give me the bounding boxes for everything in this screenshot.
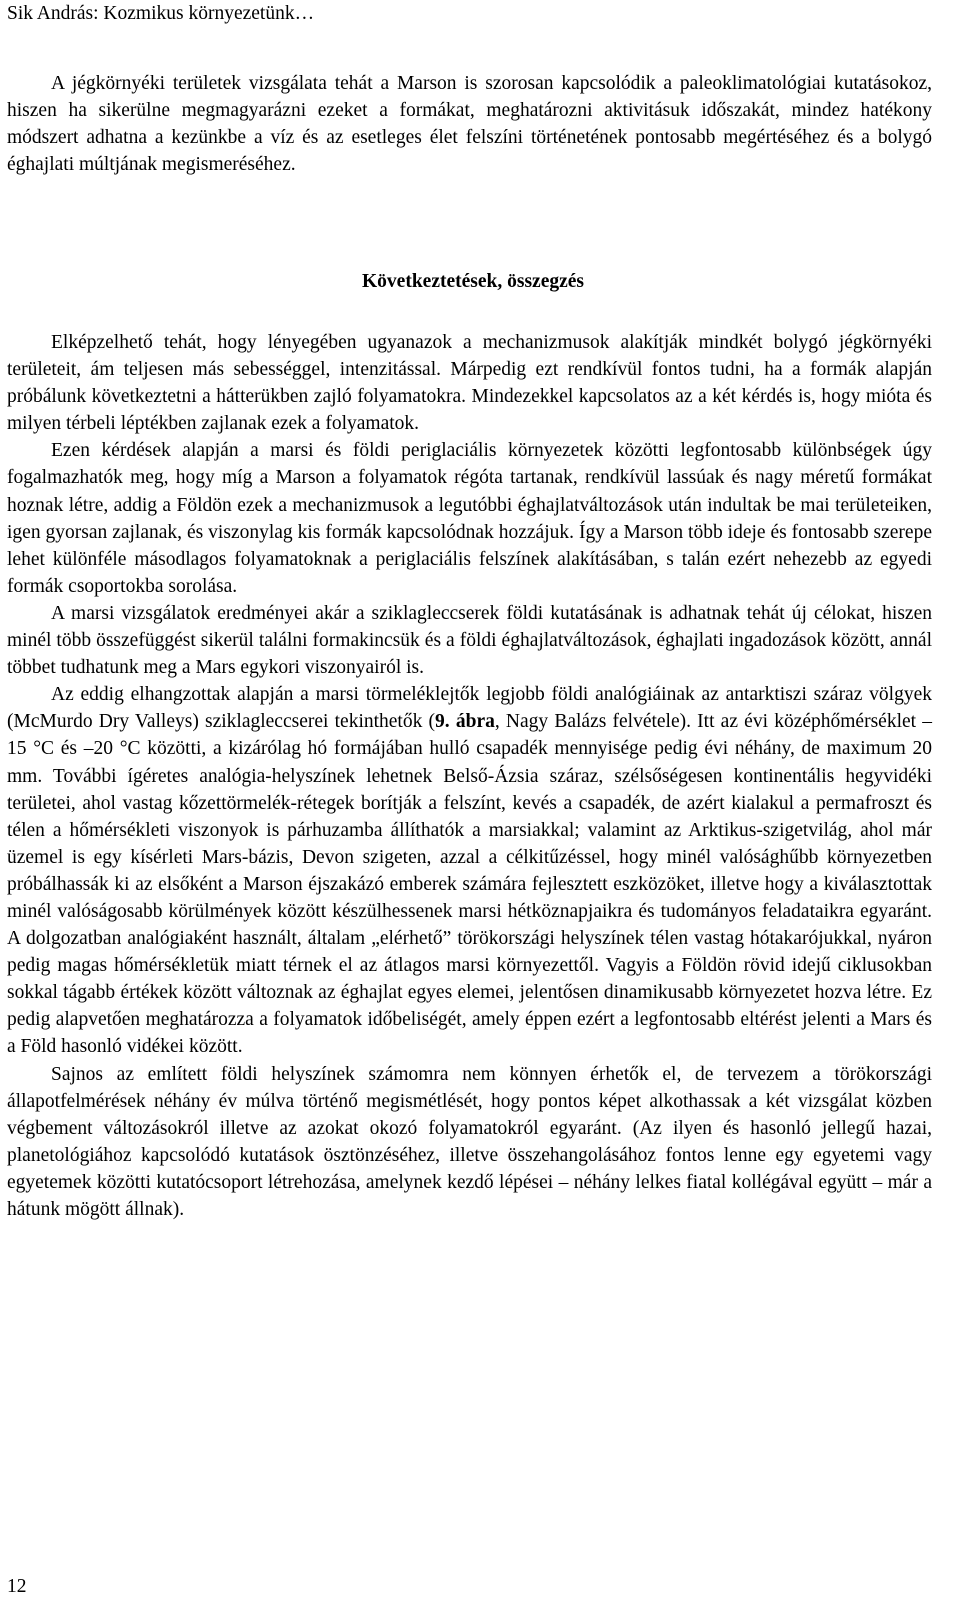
intro-paragraph: A jégkörnyéki területek vizsgálata tehát a Marson is szorosan kapcsolódik a paleoklimatológiai kutatásokoz, hiszen ha sikerülne megmagyarázni ezeket a formákat, meghatározni aktivitásuk időszakát, mindez hatékony módszert adhatna a kezünkbe a víz és az esetleges élet felszíni történetének pontosabb megértéséhez és a bolygó éghajlati múltjának megismeréséhez.	[7, 73, 932, 176]
paragraph-4-rest: , Nagy Balázs felvétele). Itt az évi középhőmérséklet –15 °C és –20 °C közötti, a kizárólag hó formájában hulló csapadék mennyisége pedig évi néhány, de maximum 20 mm. További ígéretes analógia-helyszínek lehetnek Belső-Ázsia száraz, szélsőségesen kontinentális hegyvidéki területei, ahol vastag kőzettörmelék-rétegek borítják a felszínt, kevés a csapadék, de azért kialakul a permafroszt és télen a hőmérsékleti viszonyok is párhuzamba állíthatók a marsiakkal; valamint az Arktikus-szigetvilág, ahol már üzemel is egy kísérleti Mars-bázis, Devon szigeten, azzal a célkitűzéssel, hogy minél valósághűbb környezetben próbálhassák ki az elsőként a Marson éjszakázó emberek számára fejlesztett eszközöket, illetve hogy a kiválasztottak minél valóságosabb körülmények között készülhessenek marsi hétköznapjaikra és tudományos feladataikra egyaránt. A dolgozatban analógiaként használt, általam „elérhető” törökországi helyszínek télen vastag hótakarójukkal, nyáron pedig magas hőmérsékletük miatt térnek el az átlagos marsi környezettől. Vagyis a Földön rövid idejű ciklusokban sokkal tágabb értékek között változnak az éghajlat egyes elemei, jelentősen dinamikusabb környezetet hozva létre. Ez pedig alapvetően meghatározza a folyamatok időbeliségét, amely éppen ezért a legfontosabb eltérést jelenti a Mars és a Föld hasonló vidékei között.	[7, 711, 932, 1058]
figure-reference: 9. ábra	[435, 711, 495, 733]
intro-section	[7, 70, 932, 178]
paragraph-4-start: Az eddig elhangzottak alapján a marsi törmeléklejtők legjobb földi analógiáinak az antarktiszi száraz völgyek (McMurdo Dry Valleys) sziklagleccserei tekinthetők (	[7, 684, 932, 733]
paragraph-4	[7, 681, 932, 1060]
paragraph-1: Elképzelhető tehát, hogy lényegében ugyanazok a mechanizmusok alakítják mindkét bolygó jégkörnyéki területeit, ám teljesen más sebességgel, intenzitással. Márpedig ezt rendkívül fontos tudni, ha a formák alapján próbálunk következtetni a hátterükben zajló folyamatokra. Mindezekkel kapcsolatos az a két kérdés is, hogy mióta és milyen térbeli léptékben zajlanak ezek a folyamatok.	[7, 332, 932, 435]
paragraph-3: A marsi vizsgálatok eredményei akár a sziklagleccserek földi kutatásának is adhatnak tehát új célokat, hiszen minél több összefüggést sikerül találni formakincsük és a földi éghajlatváltozások, éghajlati ingadozások között, annál többet tudhatunk meg a Mars egykori viszonyairól is.	[7, 602, 932, 679]
section-heading: Következtetések, összegzés	[362, 271, 584, 292]
section-heading-container	[0, 268, 946, 295]
paragraph-2: Ezen kérdések alapján a marsi és földi periglaciális környezetek közötti legfontosabb különbségek úgy fogalmazhatók meg, hogy míg a Marson a folyamatok régóta tartanak, rendkívül lassúak és nagy méretű formákat hoznak létre, addig a Földön ezek a mechanizmusok a legutóbbi éghajlatváltozások után indultak be mai területeiken, igen gyorsan zajlanak, és viszonylag kis formák kapcsolódnak hozzájuk. Így a Marson több ideje és fontosabb szerepe lehet különféle másodlagos folyamatoknak a periglaciális felszínek alakításában, s talán ezért nehezebb az egyedi formák csoportokba sorolása.	[7, 440, 932, 597]
conclusions-body	[7, 329, 932, 1223]
running-header: Sik András: Kozmikus környezetünk…	[7, 3, 315, 24]
paragraph-5: Sajnos az említett földi helyszínek számomra nem könnyen érhetők el, de tervezem a törökországi állapotfelmérések néhány év múlva történő megismétlését, hogy pontos képet alkothassak a két vizsgálat közben végbement változásokról illetve az azokat okozó folyamatokról egyaránt. (Az ilyen és hasonló jellegű hazai, planetológiához kapcsolódó kutatások ösztönzéséhez, illetve összehangolásához fontos lenne egy egyetemi vagy egyetemek közötti kutatócsoport létrehozása, amelynek kezdő lépései – néhány lelkes fiatal kollégával együtt – már a hátunk mögött állnak).	[7, 1063, 932, 1220]
page-number: 12	[7, 1576, 27, 1597]
